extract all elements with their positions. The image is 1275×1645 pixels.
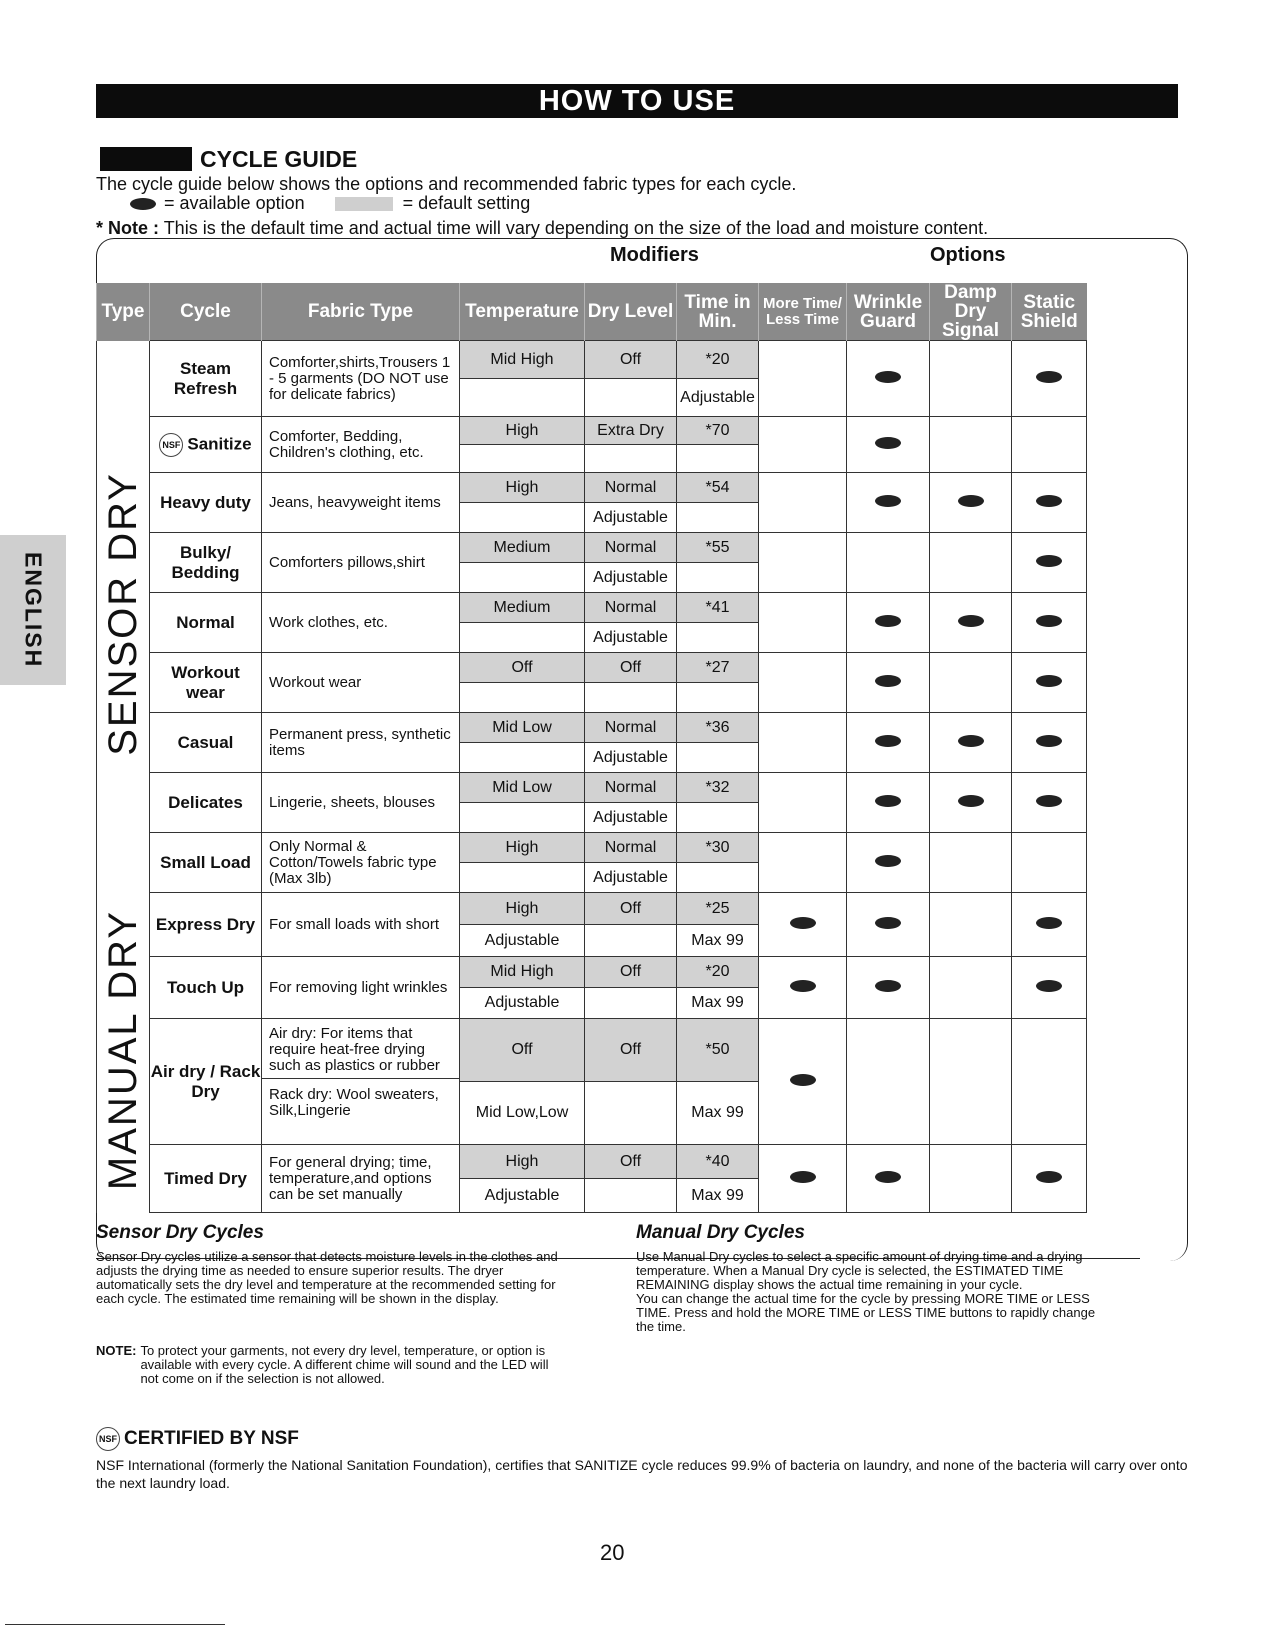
option-wrinkle-guard <box>847 533 930 593</box>
option-static-shield <box>1012 341 1087 417</box>
time-adjust <box>677 863 759 893</box>
intro-text: The cycle guide below shows the options and recommended fabric types for each cycle. <box>96 174 797 194</box>
fabric-type: Comforters pillows,shirt <box>262 533 460 593</box>
sensor-note-text: To protect your garments, not every dry level, temperature, or option is available with every cycle. A different chime will sound and the LED will not come on if the selection is not allowed. <box>140 1343 549 1386</box>
time-adjust: Max 99 <box>677 1179 759 1213</box>
option-more-less-time <box>759 653 847 713</box>
dry-level-default: Off <box>585 1019 677 1082</box>
manual-dry-category <box>97 893 150 1213</box>
table-row <box>97 533 1087 563</box>
time-default: *20 <box>677 341 759 379</box>
temperature-default: Mid Low <box>460 713 585 743</box>
table-row <box>97 417 1087 445</box>
cycle-name: Small Load <box>150 833 262 893</box>
option-static-shield <box>1012 1019 1087 1145</box>
available-option-dot-icon <box>1036 675 1062 687</box>
fabric-type: Permanent press, synthetic items <box>262 713 460 773</box>
option-static-shield <box>1012 713 1087 773</box>
temperature-default: Medium <box>460 533 585 563</box>
dry-level-default: Extra Dry <box>585 417 677 445</box>
section-title: CYCLE GUIDE <box>200 145 358 172</box>
time-default: *54 <box>677 473 759 503</box>
option-damp-dry-signal <box>930 773 1012 833</box>
available-option-dot-icon <box>1036 795 1062 807</box>
col-fabric-type: Fabric Type <box>262 283 460 341</box>
option-more-less-time <box>759 341 847 417</box>
time-default: *20 <box>677 957 759 988</box>
option-wrinkle-guard <box>847 957 930 1019</box>
option-wrinkle-guard <box>847 833 930 893</box>
cycle-name: Normal <box>150 593 262 653</box>
option-damp-dry-signal <box>930 473 1012 533</box>
time-default: *41 <box>677 593 759 623</box>
temperature-adjust: Mid Low,Low <box>460 1082 585 1145</box>
option-wrinkle-guard <box>847 417 930 473</box>
option-static-shield <box>1012 957 1087 1019</box>
available-option-dot-icon <box>875 795 901 807</box>
dry-level-default: Normal <box>585 833 677 863</box>
option-more-less-time <box>759 957 847 1019</box>
table-row <box>97 957 1087 988</box>
option-damp-dry-signal <box>930 713 1012 773</box>
dry-level-adjust <box>585 925 677 957</box>
option-static-shield <box>1012 1145 1087 1213</box>
time-adjust <box>677 623 759 653</box>
available-option-dot-icon <box>1036 735 1062 747</box>
fabric-type: For small loads with short <box>262 893 460 957</box>
manual-dry-para-2: You can change the actual time for the cycle by pressing MORE TIME or LESS TIME. Press and hold the MORE TIME or LESS TIME buttons to rapidly change the time. <box>636 1291 1096 1334</box>
option-damp-dry-signal <box>930 893 1012 957</box>
fabric-type: Only Normal & Cotton/Towels fabric type (Max 3lb) <box>262 833 460 893</box>
time-adjust <box>677 803 759 833</box>
table-row <box>97 713 1087 743</box>
available-option-dot-icon <box>875 1171 901 1183</box>
dry-level-adjust: Adjustable <box>585 503 677 533</box>
time-default: *32 <box>677 773 759 803</box>
dry-level-default: Off <box>585 957 677 988</box>
temperature-default: Mid High <box>460 957 585 988</box>
option-damp-dry-signal <box>930 533 1012 593</box>
dry-level-adjust: Adjustable <box>585 563 677 593</box>
available-option-dot-icon <box>875 675 901 687</box>
temperature-adjust <box>460 683 585 713</box>
time-default: *25 <box>677 893 759 925</box>
nsf-certified-title: CERTIFIED BY NSF <box>124 1428 299 1449</box>
dry-level-adjust <box>585 1179 677 1213</box>
available-option-dot-icon <box>1036 917 1062 929</box>
option-wrinkle-guard <box>847 713 930 773</box>
time-default: *36 <box>677 713 759 743</box>
option-wrinkle-guard <box>847 773 930 833</box>
time-default: *70 <box>677 417 759 445</box>
time-adjust: Adjustable <box>677 379 759 417</box>
table-row <box>97 893 1087 925</box>
options-heading: Options <box>930 244 1006 266</box>
available-option-dot-icon <box>790 1171 816 1183</box>
table-row <box>97 1145 1087 1179</box>
col-damp-dry-signal: Damp Dry Signal <box>930 283 1012 341</box>
available-option-dot-icon <box>790 917 816 929</box>
cycle-name: Delicates <box>150 773 262 833</box>
option-more-less-time <box>759 833 847 893</box>
option-static-shield <box>1012 833 1087 893</box>
col-temperature: Temperature <box>460 283 585 341</box>
option-static-shield <box>1012 773 1087 833</box>
time-adjust <box>677 503 759 533</box>
table-body <box>97 341 1087 1213</box>
temperature-default: High <box>460 893 585 925</box>
option-damp-dry-signal <box>930 1019 1012 1145</box>
dry-level-default: Normal <box>585 593 677 623</box>
available-option-dot-icon <box>130 198 156 210</box>
note <box>96 218 988 239</box>
available-option-dot-icon <box>1036 371 1062 383</box>
table-row <box>97 593 1087 623</box>
sensor-dry-title: Sensor Dry Cycles <box>96 1222 264 1243</box>
legend <box>130 193 530 214</box>
cycle-name: Workout wear <box>150 653 262 713</box>
dry-level-default: Normal <box>585 533 677 563</box>
cycle-name: Casual <box>150 713 262 773</box>
time-adjust <box>677 445 759 473</box>
language-side-tab <box>0 535 66 685</box>
col-cycle: Cycle <box>150 283 262 341</box>
available-option-dot-icon <box>1036 1171 1062 1183</box>
temperature-default: Mid High <box>460 341 585 379</box>
option-more-less-time <box>759 773 847 833</box>
manual-dry-para-1: Use Manual Dry cycles to select a specific amount of drying time and a drying temperature. When a Manual Dry cycle is selected, the ESTIMATED TIME REMAINING display shows the actual time remaining in your cycle. <box>636 1249 1083 1292</box>
option-damp-dry-signal <box>930 593 1012 653</box>
time-adjust: Max 99 <box>677 1082 759 1145</box>
temperature-default: Off <box>460 653 585 683</box>
sensor-dry-label: SENSOR DRY <box>100 472 145 756</box>
default-setting-swatch <box>335 197 393 211</box>
section-header <box>100 146 357 172</box>
fabric-type: Jeans, heavyweight items <box>262 473 460 533</box>
option-wrinkle-guard <box>847 1019 930 1145</box>
available-option-dot-icon <box>790 1074 816 1086</box>
table-row <box>97 833 1087 863</box>
option-more-less-time <box>759 893 847 957</box>
cycle-name: Timed Dry <box>150 1145 262 1213</box>
option-wrinkle-guard <box>847 473 930 533</box>
option-more-less-time <box>759 1145 847 1213</box>
dry-level-adjust <box>585 1082 677 1145</box>
available-option-dot-icon <box>875 371 901 383</box>
temperature-default: High <box>460 473 585 503</box>
fabric-type: Workout wear <box>262 653 460 713</box>
footer-rule <box>5 1624 225 1625</box>
temperature-adjust <box>460 563 585 593</box>
fabric-type: Lingerie, sheets, blouses <box>262 773 460 833</box>
legend-available-label: = available option <box>164 193 305 213</box>
temperature-adjust: Adjustable <box>460 988 585 1019</box>
table-row <box>97 473 1087 503</box>
temperature-adjust <box>460 379 585 417</box>
sensor-dry-body: Sensor Dry cycles utilize a sensor that detects moisture levels in the clothes and adjusts the drying time as needed to ensure superior results. The dryer automatically sets the dry level and temperature at the recommended setting for each cycle. The estimated time remaining will be shown in the display. <box>96 1249 558 1306</box>
option-damp-dry-signal <box>930 341 1012 417</box>
dry-level-default: Off <box>585 653 677 683</box>
dry-level-default: Normal <box>585 473 677 503</box>
option-more-less-time <box>759 713 847 773</box>
fabric-type: Comforter,shirts,Trousers 1 - 5 garments (DO NOT use for delicate fabrics) <box>262 341 460 417</box>
available-option-dot-icon <box>1036 980 1062 992</box>
dry-level-adjust <box>585 988 677 1019</box>
option-wrinkle-guard <box>847 1145 930 1213</box>
time-default: *27 <box>677 653 759 683</box>
dry-level-adjust: Adjustable <box>585 743 677 773</box>
manual-dry-body <box>636 1250 1116 1334</box>
temperature-adjust <box>460 445 585 473</box>
dry-level-adjust <box>585 445 677 473</box>
note-label: * Note : <box>96 218 159 238</box>
available-option-dot-icon <box>958 495 984 507</box>
option-damp-dry-signal <box>930 1145 1012 1213</box>
option-wrinkle-guard <box>847 341 930 417</box>
temperature-adjust <box>460 803 585 833</box>
time-adjust: Max 99 <box>677 925 759 957</box>
table-header-row <box>97 283 1087 341</box>
option-wrinkle-guard <box>847 593 930 653</box>
time-default: *40 <box>677 1145 759 1179</box>
table-row <box>97 341 1087 379</box>
col-dry-level: Dry Level <box>585 283 677 341</box>
dry-level-adjust: Adjustable <box>585 803 677 833</box>
available-option-dot-icon <box>958 615 984 627</box>
time-adjust: Max 99 <box>677 988 759 1019</box>
option-more-less-time <box>759 593 847 653</box>
option-wrinkle-guard <box>847 653 930 713</box>
time-adjust <box>677 563 759 593</box>
col-more-less-time: More Time/ Less Time <box>759 283 847 341</box>
legend-default-label: = default setting <box>402 193 531 213</box>
nsf-logo-icon: NSF <box>96 1427 120 1451</box>
section-marker <box>100 147 192 171</box>
available-option-dot-icon <box>875 615 901 627</box>
time-adjust <box>677 743 759 773</box>
table-row <box>97 653 1087 683</box>
col-wrinkle-guard: Wrinkle Guard <box>847 283 930 341</box>
dry-level-default: Normal <box>585 713 677 743</box>
temperature-default: High <box>460 417 585 445</box>
fabric-type: For removing light wrinkles <box>262 957 460 1019</box>
option-static-shield <box>1012 653 1087 713</box>
temperature-adjust <box>460 503 585 533</box>
option-more-less-time <box>759 473 847 533</box>
dry-level-adjust <box>585 683 677 713</box>
col-type: Type <box>97 283 150 341</box>
fabric-type: For general drying; time, temperature,and options can be set manually <box>262 1145 460 1213</box>
cycle-name: Steam Refresh <box>150 341 262 417</box>
cycle-name: Heavy duty <box>150 473 262 533</box>
time-default: *55 <box>677 533 759 563</box>
option-more-less-time <box>759 533 847 593</box>
temperature-adjust <box>460 863 585 893</box>
option-static-shield <box>1012 533 1087 593</box>
nsf-certified-heading <box>96 1427 299 1451</box>
option-damp-dry-signal <box>930 417 1012 473</box>
available-option-dot-icon <box>1036 495 1062 507</box>
temperature-default: Mid Low <box>460 773 585 803</box>
fabric-type: Air dry: For items that require heat-free drying such as plastics or rubber Rack dry: Wool sweaters, Silk,Lingerie <box>262 1019 460 1145</box>
temperature-adjust: Adjustable <box>460 1179 585 1213</box>
fabric-type: Comforter, Bedding, Children's clothing, etc. <box>262 417 460 473</box>
page-banner: HOW TO USE <box>96 84 1178 118</box>
temperature-default: High <box>460 833 585 863</box>
temperature-default: High <box>460 1145 585 1179</box>
option-static-shield <box>1012 417 1087 473</box>
temperature-adjust <box>460 623 585 653</box>
temperature-adjust: Adjustable <box>460 925 585 957</box>
manual-dry-title: Manual Dry Cycles <box>636 1222 805 1243</box>
nsf-logo-icon: NSF <box>159 433 183 457</box>
available-option-dot-icon <box>875 917 901 929</box>
side-tab-label: ENGLISH <box>20 551 47 669</box>
page-number: 20 <box>600 1540 625 1565</box>
available-option-dot-icon <box>875 735 901 747</box>
available-option-dot-icon <box>1036 615 1062 627</box>
option-static-shield <box>1012 473 1087 533</box>
option-more-less-time <box>759 1019 847 1145</box>
dry-level-adjust <box>585 379 677 417</box>
time-default: *30 <box>677 833 759 863</box>
time-default: *50 <box>677 1019 759 1082</box>
cycle-guide-table <box>96 283 1087 1213</box>
option-more-less-time <box>759 417 847 473</box>
fabric-type: Work clothes, etc. <box>262 593 460 653</box>
col-time: Time in Min. <box>677 283 759 341</box>
cycle-name: NSF Sanitize <box>150 417 262 473</box>
sensor-note-label: NOTE: <box>96 1343 137 1358</box>
option-wrinkle-guard <box>847 893 930 957</box>
sensor-dry-note <box>96 1344 556 1386</box>
dry-level-default: Off <box>585 1145 677 1179</box>
col-static-shield: Static Shield <box>1012 283 1087 341</box>
available-option-dot-icon <box>875 437 901 449</box>
dry-level-default: Off <box>585 341 677 379</box>
dry-level-default: Off <box>585 893 677 925</box>
table-row <box>97 1019 1087 1082</box>
option-static-shield <box>1012 893 1087 957</box>
option-damp-dry-signal <box>930 653 1012 713</box>
available-option-dot-icon <box>1036 555 1062 567</box>
available-option-dot-icon <box>875 855 901 867</box>
note-text: This is the default time and actual time will vary depending on the size of the load and moisture content. <box>163 218 989 238</box>
cycle-name: Air dry / Rack Dry <box>150 1019 262 1145</box>
available-option-dot-icon <box>875 495 901 507</box>
time-adjust <box>677 683 759 713</box>
table-row <box>97 773 1087 803</box>
dry-level-adjust: Adjustable <box>585 623 677 653</box>
option-damp-dry-signal <box>930 957 1012 1019</box>
cycle-name: Express Dry <box>150 893 262 957</box>
cycle-name: Touch Up <box>150 957 262 1019</box>
available-option-dot-icon <box>958 735 984 747</box>
temperature-adjust <box>460 743 585 773</box>
dry-level-adjust: Adjustable <box>585 863 677 893</box>
option-damp-dry-signal <box>930 833 1012 893</box>
available-option-dot-icon <box>790 980 816 992</box>
available-option-dot-icon <box>875 980 901 992</box>
dry-level-default: Normal <box>585 773 677 803</box>
option-static-shield <box>1012 593 1087 653</box>
modifiers-heading: Modifiers <box>610 244 699 266</box>
manual-dry-label: MANUAL DRY <box>100 909 145 1191</box>
cycle-name: Bulky/ Bedding <box>150 533 262 593</box>
available-option-dot-icon <box>958 795 984 807</box>
sensor-dry-category <box>97 341 150 893</box>
temperature-default: Off <box>460 1019 585 1082</box>
nsf-certified-text: NSF International (formerly the National Sanitation Foundation), certifies that SANITIZE cycle reduces 99.9% of bacteria on laundry, and none of the bacteria will carry over onto the next laundry load. <box>96 1457 1188 1491</box>
temperature-default: Medium <box>460 593 585 623</box>
